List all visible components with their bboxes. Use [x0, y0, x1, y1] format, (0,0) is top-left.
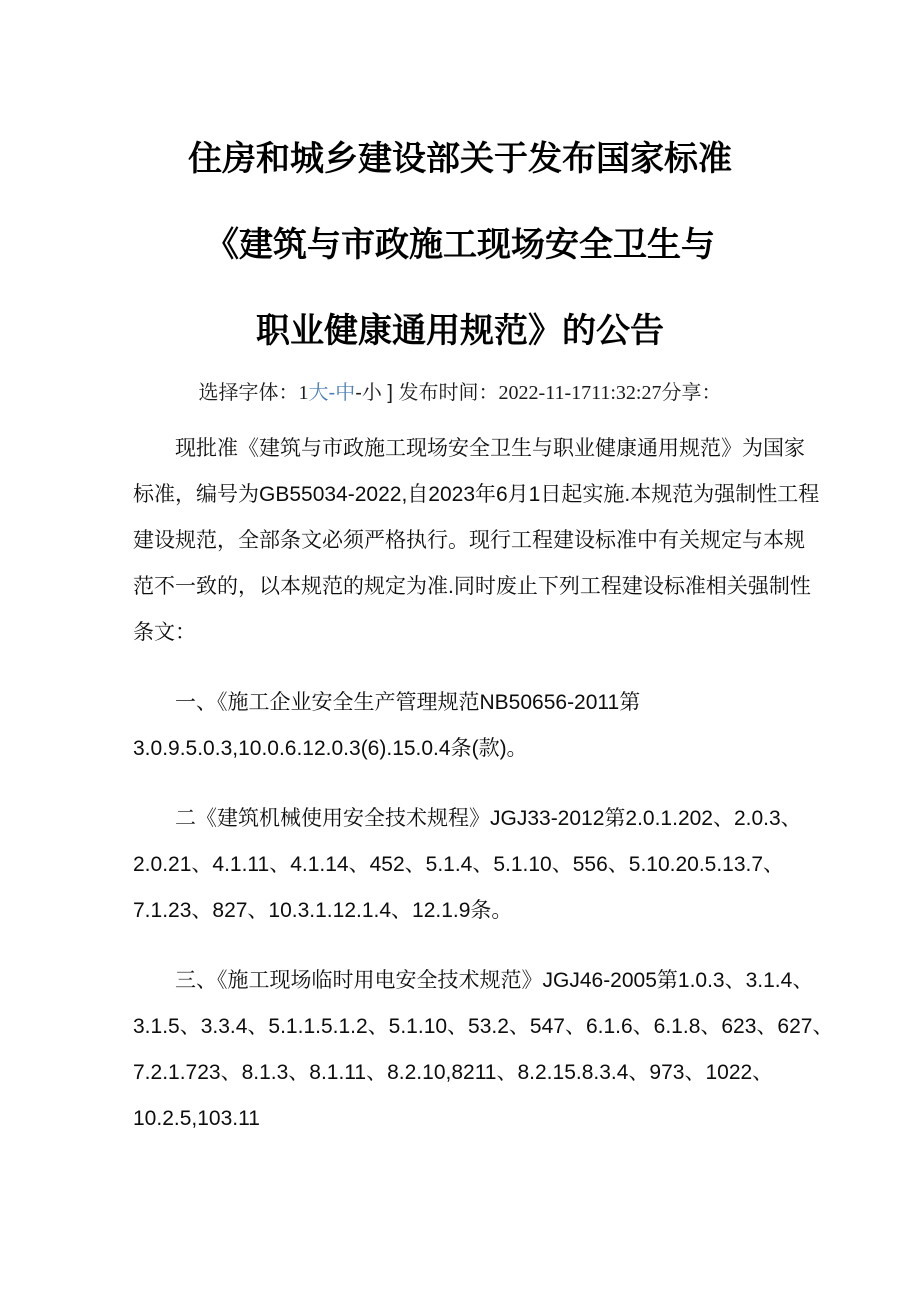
document-title	[0, 116, 920, 374]
paragraph-1-line-3: 建设规范，全部条文必须严格执行。现行工程建设标准中有关规定与本规	[133, 529, 805, 552]
publish-timestamp: 2022-11-1711:32:27	[498, 382, 662, 404]
title-line-1: 住房和城乡建设部关于发布国家标准	[188, 140, 732, 178]
paragraph-4-line-1: 三、《施工现场临时用电安全技术规范》JGJ46-2005第1.0.3、3.1.4、	[175, 969, 814, 992]
paragraph-2-line-2: 3.0.9.5.0.3,10.0.6.12.0.3(6).15.0.4条(款)。	[133, 737, 528, 760]
font-size-separator-1: -	[328, 382, 336, 404]
font-size-medium-link[interactable]: 中	[335, 382, 356, 404]
title-line-2: 《建筑与市政施工现场安全卫生与	[205, 226, 715, 264]
paragraph-1-line-4: 范不一致的，以本规范的规定为准.同时废止下列工程建设标准相关强制性	[133, 575, 811, 598]
font-size-bracket-open: 1	[298, 382, 309, 404]
paragraph-3-line-1: 二《建筑机械使用安全技术规程》JGJ33-2012第2.0.1.202、2.0.3、	[175, 807, 802, 830]
font-size-small-link[interactable]: 小 ]	[361, 382, 399, 404]
paragraph-4	[133, 958, 834, 1142]
title-line-3: 职业健康通用规范》的公告	[256, 312, 664, 350]
font-size-separator-2: -	[355, 382, 362, 404]
font-size-large-link[interactable]: 大	[308, 382, 329, 404]
paragraph-2-line-1: 一、《施工企业安全生产管理规范NB50656-2011第	[175, 691, 641, 714]
paragraph-3-line-3: 7.1.23、827、10.3.1.12.1.4、12.1.9条。	[133, 899, 513, 922]
paragraph-1	[133, 426, 820, 656]
paragraph-1-line-5: 条文：	[133, 621, 196, 644]
paragraph-4-line-4: 10.2.5,103.11	[133, 1107, 260, 1130]
publish-time-label: 发布时间：	[398, 382, 499, 404]
paragraph-2	[133, 680, 805, 772]
paragraph-3-line-2: 2.0.21、4.1.11、4.1.14、452、5.1.4、5.1.10、556、5.10.20.5.13.7、	[133, 853, 785, 876]
paragraph-4-line-2: 3.1.5、3.3.4、5.1.1.5.1.2、5.1.10、53.2、547、6.1.6、6.1.8、623、627、	[133, 1015, 834, 1038]
font-select-label: 选择字体：	[198, 382, 299, 404]
document-body	[133, 426, 834, 1142]
share-label[interactable]: 分享：	[661, 382, 722, 404]
paragraph-1-line-2: 标准，编号为GB55034-2022,自2023年6月1日起实施.本规范为强制性工程	[133, 483, 820, 506]
meta-bar	[0, 380, 920, 407]
paragraph-1-line-1: 现批准《建筑与市政施工现场安全卫生与职业健康通用规范》为国家	[175, 437, 805, 460]
paragraph-4-line-3: 7.2.1.723、8.1.3、8.1.11、8.2.10,8211、8.2.15.8.3.4、973、1022、	[133, 1061, 774, 1084]
paragraph-3	[133, 796, 805, 934]
